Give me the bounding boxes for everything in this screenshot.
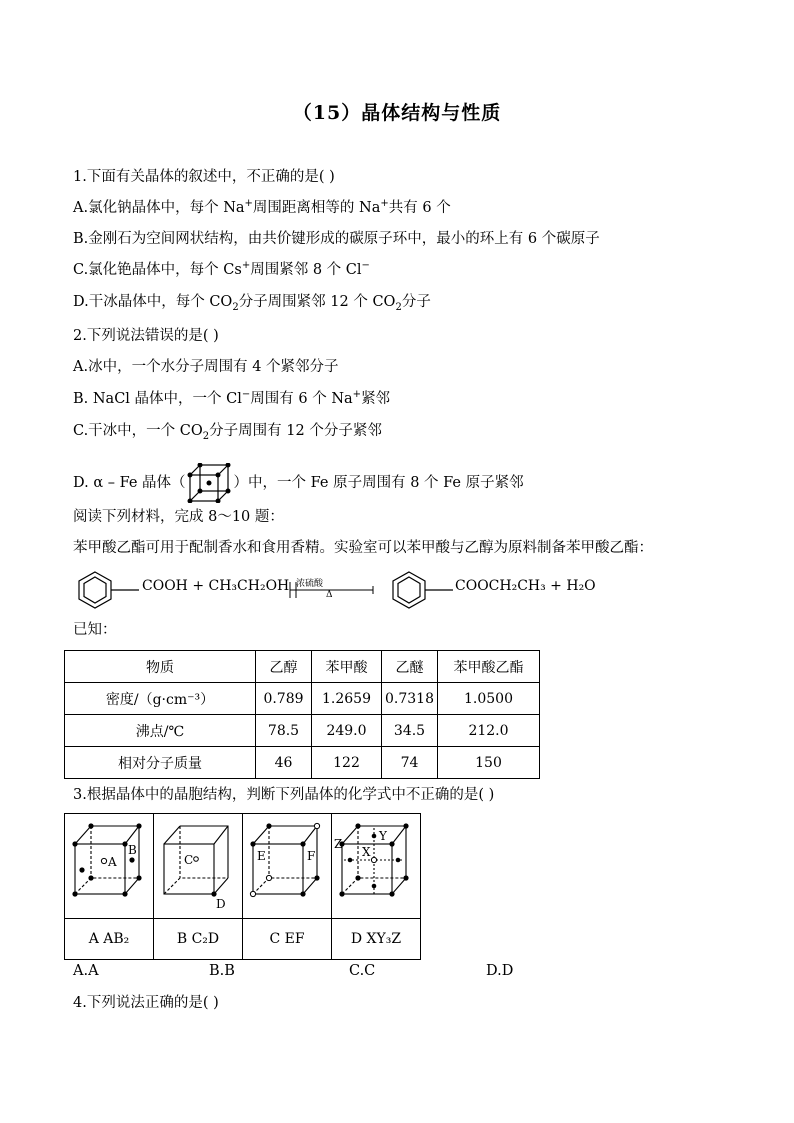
benzene-ring-icon xyxy=(79,572,139,608)
svg-text:D: D xyxy=(216,897,226,911)
table-cell: 150 xyxy=(438,747,540,779)
unit-cell-a xyxy=(65,814,154,919)
svg-text:E: E xyxy=(257,849,266,863)
unit-cell-d xyxy=(332,814,421,919)
table-cell: 74 xyxy=(382,747,438,779)
q4-stem: 4.下列说法正确的是( ) xyxy=(73,995,219,1011)
material-desc: 苯甲酸乙酯可用于配制香水和食用香精。实验室可以苯甲酸与乙醇为原料制备苯甲酸乙酯： xyxy=(73,540,653,556)
reaction-condition-top: 浓硫酸 xyxy=(296,579,324,589)
unit-cell-c-diagram xyxy=(243,814,331,914)
table-cell: 212.0 xyxy=(438,715,540,747)
table-cell: 249.0 xyxy=(312,715,382,747)
unit-cell-c xyxy=(243,814,332,919)
table-row xyxy=(65,715,540,747)
svg-text:Y: Y xyxy=(379,829,387,843)
reaction-right-text: COOCH₂CH₃ + H₂O xyxy=(455,578,596,594)
table-cell: 相对分子质量 xyxy=(65,747,256,779)
svg-text:A: A xyxy=(108,855,117,869)
properties-table xyxy=(64,650,540,779)
q3-option-c: C.C xyxy=(349,963,376,979)
table-cell: 1.0500 xyxy=(438,683,540,715)
cell-label-b: B C₂D xyxy=(154,919,243,960)
bcc-cube-icon xyxy=(186,463,234,503)
q2-option-c: C.干冰中，一个 $CO_2$分子周围有 12 个分子紧邻 xyxy=(73,423,382,442)
q1-option-d: D.干冰晶体中，每个 $CO_2$分子周围紧邻 12 个 $CO_2$分子 xyxy=(73,294,431,313)
table-cell: 46 xyxy=(256,747,312,779)
benzene-ring-icon xyxy=(393,572,453,608)
table-cell: 沸点/℃ xyxy=(65,715,256,747)
svg-text:X: X xyxy=(362,845,371,859)
q1-option-a: A.氯化钠晶体中，每个 Na+周围距离相等的 Na+共有 6 个 xyxy=(73,198,451,216)
table-cell: 34.5 xyxy=(382,715,438,747)
q1-option-b: B.金刚石为空间网状结构，由共价键形成的碳原子环中，最小的环上有 6 个碳原子 xyxy=(73,231,600,247)
cell-label-c: C EF xyxy=(243,919,332,960)
known-label: 已知： xyxy=(73,622,117,638)
q3-option-d: D.D xyxy=(486,963,514,979)
table-row xyxy=(65,683,540,715)
svg-text:C: C xyxy=(184,853,194,867)
q2-stem: 2.下列说法错误的是( ) xyxy=(73,328,219,344)
table-header-cell: 乙醇 xyxy=(256,651,312,683)
q3-option-a: A.A xyxy=(73,963,99,979)
unit-cell-d-diagram xyxy=(332,814,420,914)
unit-cell-a-diagram xyxy=(65,814,153,914)
q3-stem: 3.根据晶体中的晶胞结构，判断下列晶体的化学式中不正确的是( ) xyxy=(73,787,495,803)
q1-stem: 1.下面有关晶体的叙述中，不正确的是( ) xyxy=(73,169,335,185)
q3-option-b: B.B xyxy=(209,963,235,979)
table-cell: 1.2659 xyxy=(312,683,382,715)
table-cell: 78.5 xyxy=(256,715,312,747)
svg-text:F: F xyxy=(307,849,316,863)
reaction-condition-bottom: Δ xyxy=(326,590,333,600)
page-title: （15）晶体结构与性质 xyxy=(292,102,502,124)
table-row xyxy=(65,747,540,779)
unit-cell-b xyxy=(154,814,243,919)
table-header-cell: 苯甲酸乙酯 xyxy=(438,651,540,683)
svg-text:B: B xyxy=(128,843,137,857)
unit-cell-table xyxy=(64,813,421,960)
q1-option-c: C.氯化铯晶体中，每个 Cs+周围紧邻 8 个 Cl− xyxy=(73,260,370,278)
table-header-cell: 物质 xyxy=(65,651,256,683)
material-intro: 阅读下列材料，完成 8～10 题： xyxy=(73,509,284,525)
cell-label-d: D XY₃Z xyxy=(332,919,421,960)
q2-option-a: A.冰中，一个水分子周围有 4 个紧邻分子 xyxy=(73,359,339,375)
cell-label-a: A AB₂ xyxy=(65,919,154,960)
q2-option-d: D. α – Fe 晶体（ ）中，一个 Fe 原子周围有 8 个 Fe 原子紧邻 xyxy=(73,463,524,503)
unit-cell-b-diagram xyxy=(154,814,242,914)
reaction-left-text: COOH + CH₃CH₂OH xyxy=(142,578,290,594)
table-header-row xyxy=(65,651,540,683)
table-cell: 0.789 xyxy=(256,683,312,715)
table-cell: 122 xyxy=(312,747,382,779)
svg-text:Z: Z xyxy=(334,837,343,851)
q2-option-b: B. NaCl 晶体中，一个 Cl−周围有 6 个 Na+紧邻 xyxy=(73,389,391,407)
table-cell: 密度/（g·cm⁻³） xyxy=(65,683,256,715)
table-header-cell: 乙醚 xyxy=(382,651,438,683)
table-header-cell: 苯甲酸 xyxy=(312,651,382,683)
table-cell: 0.7318 xyxy=(382,683,438,715)
